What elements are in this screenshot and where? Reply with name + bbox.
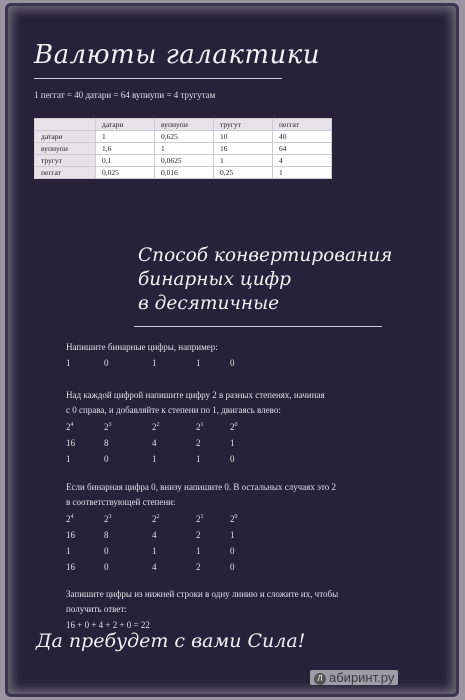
result: 2 — [196, 562, 201, 572]
table-header-cell: пеггат — [273, 119, 332, 131]
step-2-text: Над каждой цифрой напишите цифру 2 в разных степенях, начиная — [66, 390, 325, 400]
row-label: пеггат — [35, 167, 96, 179]
table-header-row — [35, 119, 332, 131]
base: 2 — [196, 514, 201, 524]
digit: 0 — [104, 358, 109, 368]
digit: 1 — [196, 358, 201, 368]
value: 4 — [152, 530, 157, 540]
power — [230, 514, 238, 524]
base: 2 — [66, 514, 71, 524]
table-cell: 64 — [273, 143, 332, 155]
table-cell: 1 — [273, 167, 332, 179]
digit: 0 — [104, 454, 109, 464]
digit: 1 — [66, 358, 71, 368]
table-cell: 0,625 — [155, 131, 214, 143]
table-header-cell: тругут — [214, 119, 273, 131]
currency-table — [34, 118, 332, 179]
table-header-cell: вупиупи — [155, 119, 214, 131]
closing-phrase: Да пребудет с вами Сила! — [36, 630, 306, 652]
base: 2 — [104, 514, 109, 524]
exponent: 3 — [108, 422, 112, 428]
power — [152, 514, 160, 524]
step-4-text: получить ответ: — [66, 604, 127, 614]
value: 2 — [196, 438, 201, 448]
base: 2 — [152, 514, 157, 524]
exponent: 4 — [70, 422, 74, 428]
exponent: 1 — [200, 422, 204, 428]
section-title-binary — [138, 244, 392, 316]
value: 8 — [104, 530, 109, 540]
digit: 1 — [196, 454, 201, 464]
table-cell: 1 — [96, 131, 155, 143]
digit: 0 — [104, 546, 109, 556]
title-underline — [134, 326, 382, 327]
digit: 1 — [66, 454, 71, 464]
table-cell: 0,025 — [96, 167, 155, 179]
section-title-currencies: Валюты галактики — [34, 40, 321, 70]
table-cell: 4 — [273, 155, 332, 167]
step-3-text: Если бинарная цифра 0, внизу напишите 0. В остальных случаях это 2 — [66, 482, 337, 492]
step-3-text: в соответствующей степени: — [66, 497, 176, 507]
watermark-text: абиринт.ру — [329, 670, 395, 685]
title-line: в десятичные — [138, 293, 280, 314]
title-underline — [34, 78, 282, 79]
value: 2 — [196, 530, 201, 540]
power — [66, 422, 74, 432]
exchange-rate-line: 1 пеггат = 40 датари = 64 вупиупи = 4 тругутам — [34, 90, 216, 100]
power — [104, 422, 112, 432]
table-cell: 0,25 — [214, 167, 273, 179]
result: 0 — [104, 562, 109, 572]
step-1-text: Напишите бинарные цифры, например: — [66, 342, 218, 352]
table-cell: 1 — [155, 143, 214, 155]
exponent: 4 — [70, 514, 74, 520]
digit: 1 — [196, 546, 201, 556]
table-row — [35, 143, 332, 155]
digit: 1 — [152, 546, 157, 556]
watermark — [310, 670, 398, 685]
table-cell: 0,0625 — [155, 155, 214, 167]
value: 1 — [230, 438, 235, 448]
power — [104, 514, 112, 524]
base: 2 — [230, 514, 235, 524]
step-4-text: Запишите цифры из нижней строки в одну линию и сложите их, чтобы — [66, 589, 339, 599]
base: 2 — [104, 422, 109, 432]
base: 2 — [196, 422, 201, 432]
result: 4 — [152, 562, 157, 572]
exponent: 0 — [234, 514, 238, 520]
title-line: бинарных цифр — [138, 269, 291, 290]
row-label: датари — [35, 131, 96, 143]
table-cell: 1 — [214, 155, 273, 167]
row-label: вупиупи — [35, 143, 96, 155]
table-row — [35, 155, 332, 167]
exponent: 1 — [200, 514, 204, 520]
step-2-text: с 0 справа, и добавляйте к степени по 1, двигаясь влево: — [66, 405, 281, 415]
base: 2 — [152, 422, 157, 432]
table-cell: 40 — [273, 131, 332, 143]
value: 8 — [104, 438, 109, 448]
table-cell: 0,1 — [96, 155, 155, 167]
exponent: 2 — [156, 422, 160, 428]
digit: 1 — [66, 546, 71, 556]
sum-line: 16 + 0 + 4 + 2 + 0 = 22 — [66, 620, 150, 630]
row-label: тругут — [35, 155, 96, 167]
digit: 1 — [152, 358, 157, 368]
value: 16 — [66, 530, 75, 540]
table-cell: 0,016 — [155, 167, 214, 179]
digit: 0 — [230, 358, 235, 368]
digit: 0 — [230, 454, 235, 464]
table-cell: 1,6 — [96, 143, 155, 155]
value: 4 — [152, 438, 157, 448]
power — [196, 422, 204, 432]
table-header-cell: датари — [96, 119, 155, 131]
power — [196, 514, 204, 524]
base: 2 — [230, 422, 235, 432]
exponent: 0 — [234, 422, 238, 428]
value: 1 — [230, 530, 235, 540]
digit: 1 — [152, 454, 157, 464]
power — [66, 514, 74, 524]
value: 16 — [66, 438, 75, 448]
base: 2 — [66, 422, 71, 432]
exponent: 3 — [108, 514, 112, 520]
power — [230, 422, 238, 432]
digit: 0 — [230, 546, 235, 556]
table-cell: 16 — [214, 143, 273, 155]
table-row — [35, 131, 332, 143]
table-header-cell — [35, 119, 96, 131]
table-row — [35, 167, 332, 179]
result: 0 — [230, 562, 235, 572]
result: 16 — [66, 562, 75, 572]
book-page — [8, 6, 456, 694]
power — [152, 422, 160, 432]
table-cell: 10 — [214, 131, 273, 143]
labirint-logo-icon: Л — [314, 673, 326, 685]
title-line: Способ конвертирования — [138, 245, 393, 266]
exponent: 2 — [156, 514, 160, 520]
